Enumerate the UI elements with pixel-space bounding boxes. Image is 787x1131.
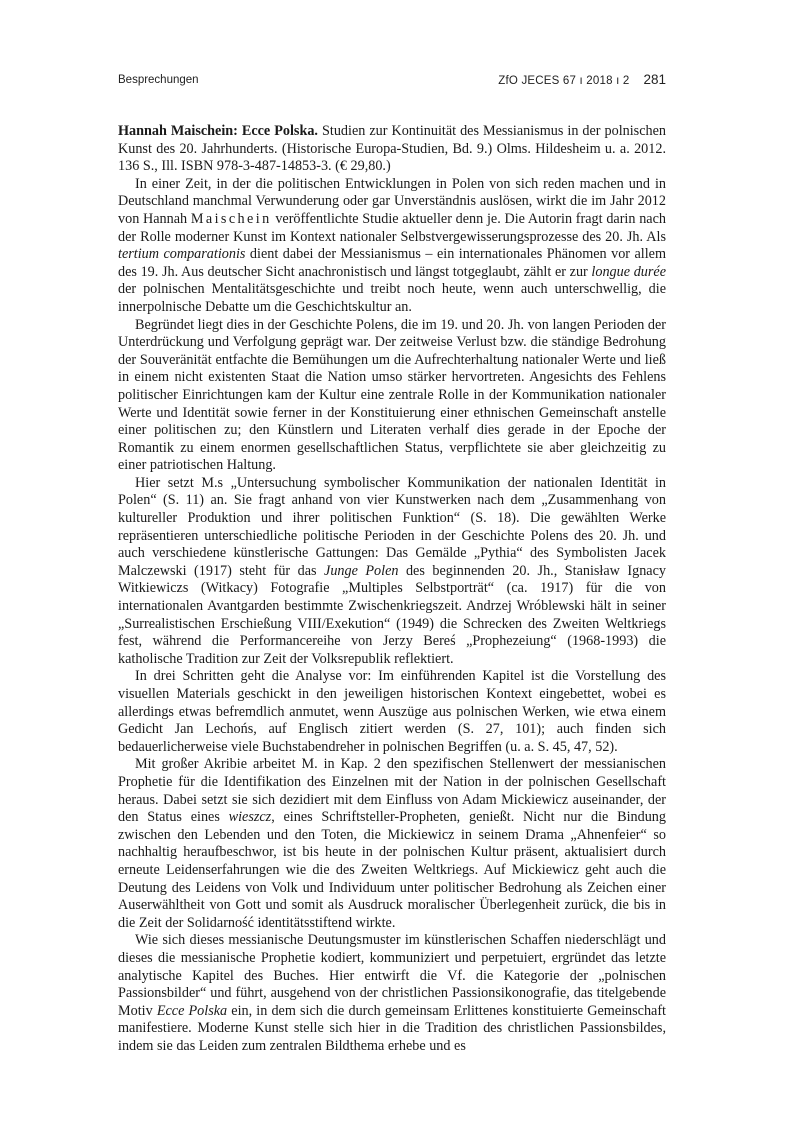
- p1-text-a: In einer Zeit, in der die politischen Entwicklungen in Polen von sich reden machen und in Deutschland manchmal Verwunderung oder gar Unverständnis auslösen, wirkt die im Jahr 2012 von Hannah: [118, 175, 666, 227]
- review-bibliography: Studien zur Kontinuität des Messianismus in der polnischen Kunst des 20. Jahrhunderts. (Historische Europa-Studien, Bd. 9.) Olms. Hildesheim u. a. 2012. 136 S., Ill. ISBN 978-3-487-14853-3. (€ 29,80.): [118, 123, 666, 175]
- p1-italic-term-2: longue durée: [591, 263, 666, 280]
- paragraph-1: [118, 176, 666, 317]
- p1-text-c: dient dabei der Messianismus – ein internationales Phänomen vor allem des 19. Jh. Aus deutscher Sicht anachronistisch und längst totgeglaubt, zählt er zur: [118, 246, 666, 280]
- p6-text-b: ein, in dem sich die durch gemeinsam Erlittenes konstituierte Gemeinschaft manifestiere. Moderne Kunst stelle sich hier in die Tradition des christlichen Passionsbildes, indem sie das Leiden zum zentralen Bildthema erhebe und es: [118, 1002, 667, 1054]
- p6-italic-term: Ecce Polska: [156, 1002, 228, 1019]
- p1-text-b: veröffentlichte Studie aktueller denn je. Die Autorin fragt darin nach der Rolle moderner Kunst im Kontext nationaler Selbstvergewisserungsprozesse des 20. Jh. Als: [118, 210, 666, 245]
- paragraph-4: In drei Schritten geht die Analyse vor: Im einführenden Kapitel ist die Vorstellung des visuellen Materials geschickt in den jeweiligen historischen Kontext eingebettet, wobei es allerdings etwas befremdlich anmutet, wenn Auszüge aus polnischen Werken, wie etwa einem Gedicht Jan Lechońs, auf Englisch zitiert werden (S. 27, 101); auch finden sich bedauerlicherweise viele Buchstabendreher in polnischen Begriffen (u. a. S. 45, 47, 52).: [118, 668, 666, 755]
- p3-italic-term: Junge Polen: [324, 562, 399, 579]
- p5-text-a: Mit großer Akribie arbeitet M. in Kap. 2 den spezifischen Stellenwert der messianischen Prophetie für die Identifikation des Einzelnen mit der Nation in der polnischen Gesellschaft heraus. Dabei setzt sie sich dezidiert mit dem Einfluss von Adam Mickiewicz auseinander, der den Status eines: [118, 756, 666, 826]
- review-heading: [118, 123, 666, 176]
- p1-author-spaced: Maischein: [190, 210, 272, 227]
- page-number: 281: [643, 72, 666, 87]
- journal-info: [498, 72, 666, 87]
- review-author-title: Hannah Maischein: Ecce Polska.: [118, 123, 318, 139]
- p5-text-b: , eines Schriftsteller-Propheten, genießt. Nicht nur die Bindung zwischen den Lebenden und den Toten, die Mickiewicz in seinem Drama „Ahnenfeier“ so nachhaltig heraufbeschwor, ist bis heute in der polnischen Kultur präsent, aktualisiert durch erneute Leidenserfahrungen wie die des Zweiten Weltkriegs. Auf Mickiewicz geht auch die Deutung des Leidens von Volk und Individuum unter politischer Bedrohung als Zeichen einer Auserwähltheit von Gott und somit als Ausdruck moralischer Überlegenheit zurück, die bis in die Zeit der Solidarność identitätsstiftend wirkte.: [118, 809, 666, 931]
- paragraph-3: [118, 475, 666, 669]
- p5-italic-term: wieszcz: [228, 809, 272, 826]
- p1-italic-term: tertium comparationis: [118, 246, 246, 263]
- p3-text-a: Hier setzt M.s „Untersuchung symbolischer Kommunikation der nationalen Identität in Polen“ (S. 11) an. Sie fragt anhand von vier Kunstwerken nach dem „Zusammenhang von kultureller Produktion und ihrer politischen Funktion“ (S. 18). Die gewählten Werke repräsentieren unterschiedliche politische Perioden in der Geschichte Polens des 20. Jh. und auch verschiedene künstlerische Gattungen: Das Gemälde „Pythia“ des Symbolisten Jacek Malczewski (1917) steht für das: [118, 474, 666, 579]
- paragraph-5: [118, 756, 666, 932]
- journal-issue: ZfO JECES 67 ı 2018 ı 2: [498, 75, 630, 87]
- p6-text-a: Wie sich dieses messianische Deutungsmuster im künstlerischen Schaffen niederschlägt und dieses die messianische Prophetie kodiert, kommuniziert und perpetuiert, ergründet das letzte analytische Kapitel des Buches. Hier entwirft die Vf. die Kategorie der „polnischen Passionsbilder“ und führt, ausgehend von der christlichen Passionsikonografie, das titelgebende Motiv: [118, 932, 666, 1019]
- paragraph-2: Begründet liegt dies in der Geschichte Polens, die im 19. und 20. Jh. von langen Perioden der Unterdrückung und Verfolgung geprägt war. Der zeitweise Verlust bzw. die ständige Bedrohung der Souveränität entfachte die Bemühungen um die Aufrechterhaltung nationaler Werte und ließ in einem nicht existenten Staat die Nation umso stärker hervortreten. Angesichts des Fehlens politischer Einrichtungen kam der Kultur eine zentrale Rolle in der Kommunikation nationaler Werte und Identität sowie ferner in der Konstituierung einer ethnischen Gemeinschaft anstelle einer politischen zu; den Künstlern und Literaten verhalf dies gerade in der Epoche der Romantik zu einem enormen gesellschaftlichen Status, verpflichtete sie aber gleichzeitig zu einer patriotischen Haltung.: [118, 316, 666, 474]
- paragraph-6: [118, 932, 666, 1055]
- p1-text-d: der polnischen Mentalitätsgeschichte und treibt noch heute, wenn auch unterschwellig, die innerpolnische Debatte um die Geschichtskultur an.: [118, 281, 666, 315]
- review-body: [118, 123, 666, 1055]
- section-label: Besprechungen: [118, 74, 199, 86]
- running-head: [118, 72, 666, 92]
- p3-text-b: des beginnenden 20. Jh., Stanisław Ignacy Witkiewiczs (Witkacy) Fotografie „Multiples Selbstporträt“ (ca. 1917) für die von internationalen Avantgarden bestimmte Zwischenkriegszeit. Andrzej Wróblewski hält in seiner „Surrealistischen Erschießung VIII/Exekution“ (1949) die Schrecken des Zweiten Weltkriegs fest, während die Performancereihe von Jerzy Bereś „Prophezeiung“ (1968-1993) die katholische Tradition zur Zeit der Volksrepublik reflektiert.: [118, 562, 666, 667]
